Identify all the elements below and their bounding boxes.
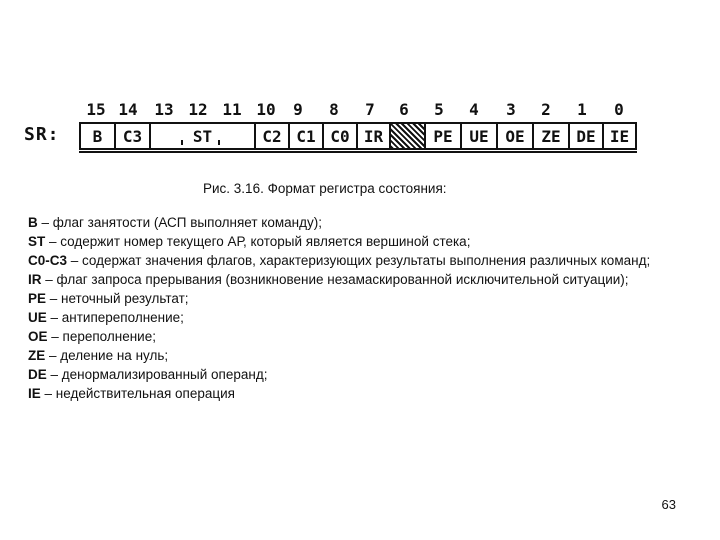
definition-ze: [28, 346, 688, 365]
bit-number: 2: [541, 100, 551, 119]
bit-number: 3: [506, 100, 516, 119]
definition-b: [28, 213, 688, 232]
field-ze: ZE: [534, 124, 570, 148]
definition-term: ZE: [28, 348, 46, 363]
bit-number: 0: [614, 100, 624, 119]
bit-number: 15: [86, 100, 106, 119]
definition-term: PE: [28, 291, 47, 306]
bit-numbers: [0, 100, 720, 120]
definition-term: DE: [28, 367, 47, 382]
definition-term: C0-C3: [28, 253, 68, 268]
field-ie: IE: [609, 126, 630, 146]
bit-number: 14: [118, 100, 138, 119]
page-number: 63: [661, 497, 676, 512]
definition-text: – флаг запроса прерывания (возникновение незамаскированной исключительной ситуации);: [41, 272, 629, 287]
bit-number: 10: [256, 100, 276, 119]
bit-number: 11: [222, 100, 242, 119]
definition-c0-c3: [28, 251, 688, 270]
definition-de: [28, 365, 688, 384]
field-ir: IR: [358, 124, 391, 148]
field-divider-tick: [181, 140, 183, 145]
register-underline: [79, 151, 637, 153]
field-divider-tick: [218, 140, 220, 145]
definition-oe: [28, 327, 688, 346]
bit-number: 12: [188, 100, 208, 119]
field-oe: OE: [498, 124, 534, 148]
field-c3: C3: [116, 124, 151, 148]
definition-ir: [28, 270, 688, 289]
field-c1: C1: [290, 124, 324, 148]
definition-st: [28, 232, 688, 251]
definition-ue: [28, 308, 688, 327]
bit-number: 4: [469, 100, 479, 119]
field-b: B: [81, 124, 116, 148]
definition-text: – деление на нуль;: [45, 348, 169, 363]
bit-number: 13: [154, 100, 174, 119]
field-ue: UE: [462, 124, 498, 148]
register-label: SR:: [24, 124, 60, 145]
definition-ie: [28, 384, 688, 403]
bit-number: 9: [293, 100, 303, 119]
definition-text: – переполнение;: [47, 329, 156, 344]
field-c0: C0: [324, 124, 358, 148]
field-pe: PE: [426, 124, 462, 148]
definition-term: IR: [28, 272, 42, 287]
field-de: DE: [570, 124, 604, 148]
bit-number: 8: [329, 100, 339, 119]
definition-term: UE: [28, 310, 47, 325]
bit-number: 6: [399, 100, 409, 119]
definition-text: – содержит номер текущего АР, который является вершиной стека;: [45, 234, 471, 249]
definition-term: OE: [28, 329, 48, 344]
definition-text: – флаг занятости (АСП выполняет команду);: [37, 215, 322, 230]
definition-text: – недействительная операция: [40, 386, 235, 401]
field-st: ST: [151, 124, 256, 148]
definition-text: – антипереполнение;: [46, 310, 184, 325]
bit-number: 5: [434, 100, 444, 119]
definition-pe: [28, 289, 688, 308]
definitions-list: [28, 213, 688, 403]
status-register-diagram: [79, 122, 637, 150]
definition-text: – неточный результат;: [46, 291, 189, 306]
bit-number: 1: [577, 100, 587, 119]
definition-text: – денормализированный операнд;: [46, 367, 268, 382]
definition-term: ST: [28, 234, 46, 249]
definition-term: B: [28, 215, 38, 230]
field-c2: C2: [256, 124, 290, 148]
bit-number: 7: [365, 100, 375, 119]
definition-term: IE: [28, 386, 41, 401]
figure-caption: Рис. 3.16. Формат регистра состояния:: [203, 181, 447, 196]
definition-text: – содержат значения флагов, характеризующих результаты выполнения различных команд;: [67, 253, 651, 268]
field-reserved-hatched: [391, 124, 426, 148]
